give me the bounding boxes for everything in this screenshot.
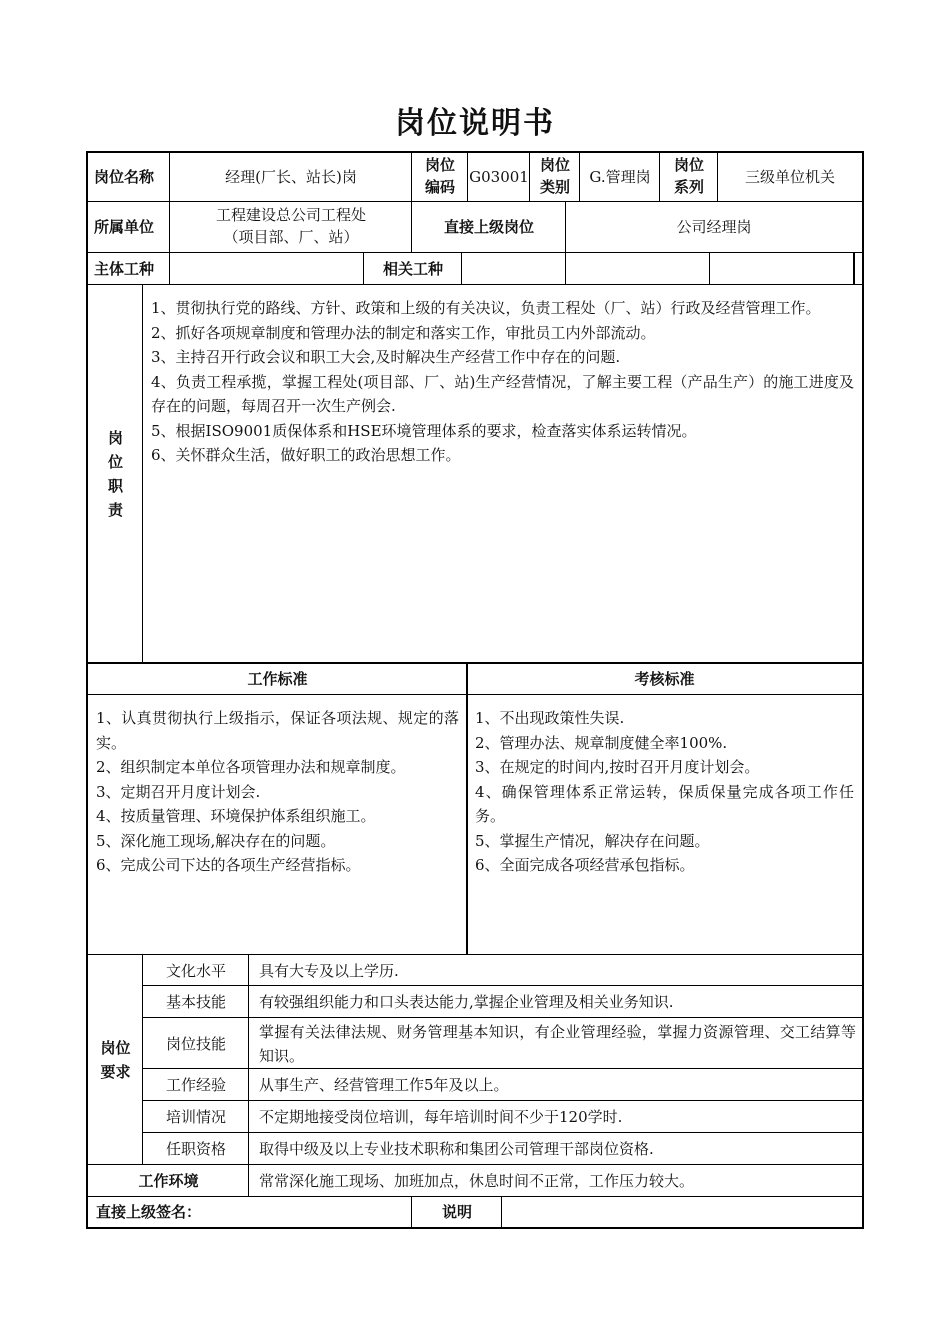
- duty-item: 5、根据ISO9001质保体系和HSE环境管理体系的要求，检查落实体系运转情况。: [151, 421, 697, 440]
- grid-line: [467, 152, 468, 202]
- post-series-label: [660, 152, 718, 202]
- grid-line: [88, 1164, 862, 1165]
- related-work-type-label: 相关工种: [382, 260, 443, 278]
- post-category-label-line2: 类别: [539, 178, 570, 196]
- grid-line: [142, 955, 143, 1165]
- environment-value: 常常深化施工现场、加班加点，休息时间不正常，工作压力较大。: [259, 1172, 695, 1190]
- requirements-label: [88, 955, 143, 1165]
- work-standards-content: [88, 704, 467, 954]
- requirement-value: 取得中级及以上专业技术职称和集团公司管理干部岗位资格.: [259, 1140, 654, 1158]
- grid-line: [143, 985, 862, 986]
- requirement-label: 任职资格: [165, 1140, 226, 1158]
- grid-line: [143, 1100, 862, 1101]
- assessment-standard-item: 3、在规定的时间内,按时召开月度计划会。: [475, 758, 760, 776]
- post-series-value: 三级单位机关: [744, 168, 835, 186]
- signature-label: 直接上级签名：: [96, 1203, 202, 1221]
- work-standard-item: 1、认真贯彻执行上级指示，保证各项法规、规定的落实。: [96, 709, 459, 752]
- main-work-type-value: [170, 253, 364, 285]
- duties-label: [88, 285, 143, 663]
- grid-line: [88, 954, 862, 955]
- grid-line: [411, 152, 412, 252]
- table-border-bottom: [86, 1227, 864, 1229]
- grid-line: [659, 152, 660, 202]
- post-code-value: G03001: [469, 168, 529, 186]
- requirement-value: 从事生产、经营管理工作5年及以上。: [259, 1076, 509, 1094]
- post-category-label-line1: 岗位: [539, 156, 570, 174]
- grid-line: [529, 152, 530, 202]
- assessment-standard-item: 5、掌握生产情况，解决存在问题。: [475, 831, 710, 850]
- duties-label-char: 位: [107, 453, 123, 471]
- grid-line: [143, 1132, 862, 1133]
- grid-line: [142, 285, 143, 663]
- assessment-standards-label: 考核标准: [634, 670, 695, 688]
- work-standard-item: 3、定期召开月度计划会.: [96, 782, 261, 801]
- assessment-standard-item: 2、管理办法、规章制度健全率100%.: [475, 733, 728, 752]
- table-border-top: [86, 151, 864, 153]
- grid-line: [501, 1197, 502, 1227]
- unit-value-line2: （项目部、厂、站）: [223, 228, 359, 246]
- grid-line: [88, 201, 862, 202]
- unit-value-line1: 工程建设总公司工程处: [215, 206, 366, 224]
- duty-item: 1、贯彻执行党的路线、方针、政策和上级的有关决议，负责工程处（厂、站）行政及经营管理工作。: [151, 299, 821, 317]
- assessment-standard-item: 1、不出现政策性失误.: [475, 709, 625, 727]
- requirement-value: 具有大专及以上学历.: [259, 961, 399, 980]
- duty-item: 3、主持召开行政会议和职工大会,及时解决生产经营工作中存在的问题.: [151, 348, 621, 366]
- table-border-left: [86, 151, 88, 1229]
- grid-line: [88, 662, 862, 664]
- superior-value: 公司经理岗: [676, 218, 752, 236]
- grid-line: [579, 152, 580, 202]
- grid-line: [565, 202, 566, 285]
- requirements-label-line1: 岗位: [100, 1039, 131, 1057]
- grid-line: [169, 152, 170, 285]
- grid-line: [88, 694, 862, 695]
- work-standard-item: 5、深化施工现场,解决存在的问题。: [96, 831, 336, 850]
- page-title: 岗位说明书: [395, 106, 555, 141]
- work-standard-item: 6、完成公司下达的各项生产经营指标。: [96, 856, 361, 874]
- unit-value: [170, 202, 412, 252]
- note-value: [502, 1197, 862, 1227]
- grid-line: [248, 955, 249, 1197]
- work-standard-item: 4、按质量管理、环境保护体系组织施工。: [96, 807, 376, 825]
- post-series-label-line1: 岗位: [673, 156, 704, 174]
- duty-item: 2、抓好各项规章制度和管理办法的制定和落实工作，审批员工内外部流动。: [151, 323, 656, 342]
- duties-label-char: 责: [107, 501, 123, 519]
- grid-line: [143, 1017, 862, 1018]
- requirement-value: 掌握有关法律法规、财务管理基本知识，有企业管理经验，掌握力资源管理、交工结算等知识。: [259, 1023, 856, 1065]
- work-standards-label: 工作标准: [247, 670, 308, 688]
- requirement-label: 基本技能: [165, 993, 226, 1011]
- requirements-label-line2: 要求: [100, 1063, 131, 1081]
- related-work-type-value: [462, 253, 710, 285]
- grid-line: [88, 252, 862, 253]
- post-code-label: [412, 152, 468, 202]
- main-work-type-label: 主体工种: [94, 260, 155, 278]
- post-category-value: G.管理岗: [589, 168, 651, 186]
- requirement-value: 不定期地接受岗位培训，每年培训时间不少于120学时.: [259, 1108, 623, 1126]
- assessment-standard-item: 4、确保管理体系正常运转，保质保量完成各项工作任务。: [475, 782, 854, 825]
- grid-line: [88, 1196, 862, 1197]
- grid-line: [143, 1068, 862, 1069]
- assessment-standards-content: [467, 704, 862, 954]
- grid-line: [853, 253, 855, 285]
- duties-label-char: 职: [107, 477, 123, 495]
- assessment-standard-item: 6、全面完成各项经营承包指标。: [475, 856, 695, 874]
- note-label: 说明: [441, 1203, 472, 1221]
- unit-label: 所属单位: [94, 218, 155, 236]
- duties-content: [143, 292, 862, 662]
- post-name-label: 岗位名称: [94, 168, 155, 186]
- duties-label-char: 岗: [107, 429, 123, 447]
- post-category-label: [530, 152, 580, 202]
- requirement-value: 有较强组织能力和口头表达能力,掌握企业管理及相关业务知识.: [259, 993, 674, 1011]
- duty-item: 6、关怀群众生活，做好职工的政治思想工作。: [151, 446, 461, 464]
- environment-label: 工作环境: [138, 1172, 199, 1190]
- grid-line: [466, 664, 468, 955]
- requirement-label: 文化水平: [165, 961, 226, 980]
- grid-line: [411, 1197, 412, 1227]
- grid-line: [717, 152, 718, 202]
- requirement-label: 工作经验: [165, 1076, 226, 1094]
- post-name-value: 经理(厂长、站长)岗: [225, 168, 357, 186]
- post-series-label-line2: 系列: [673, 178, 704, 196]
- post-code-label-line1: 岗位: [424, 156, 455, 174]
- work-standard-item: 2、组织制定本单位各项管理办法和规章制度。: [96, 758, 406, 776]
- requirement-label: 培训情况: [165, 1108, 226, 1126]
- table-border-right: [862, 151, 864, 1229]
- grid-line: [88, 284, 862, 285]
- post-code-label-line2: 编码: [424, 178, 455, 196]
- grid-line: [461, 253, 462, 285]
- grid-line: [709, 253, 710, 285]
- grid-line: [363, 253, 364, 285]
- requirement-label: 岗位技能: [165, 1034, 226, 1053]
- superior-label: 直接上级岗位: [443, 218, 534, 236]
- duty-item: 4、负责工程承揽，掌握工程处(项目部、厂、站)生产经营情况，了解主要工程（产品生产）的施工进度及存在的问题，每周召开一次生产例会.: [151, 372, 854, 415]
